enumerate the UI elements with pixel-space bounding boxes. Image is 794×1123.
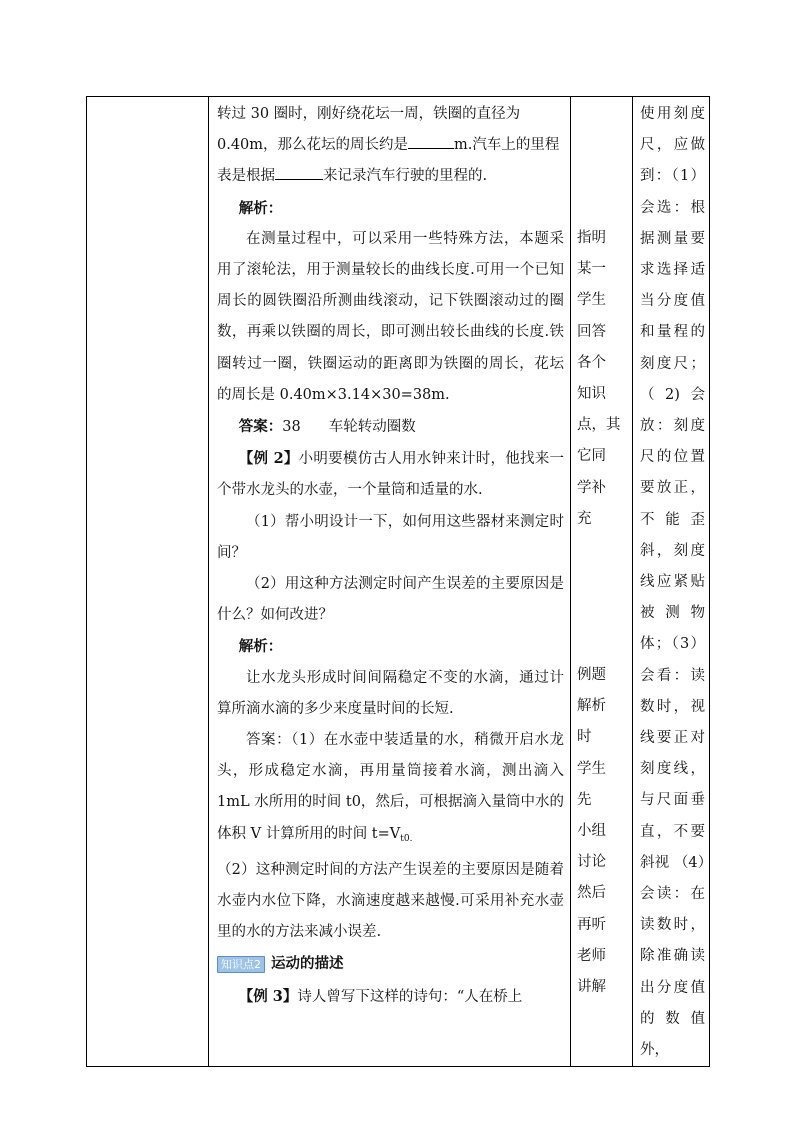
q1-line-2-text-b: m.汽车上的里程 (454, 137, 560, 154)
example-3-text: 诗人曾写下这样的诗句：“人在桥上 (297, 988, 523, 1005)
activity-line: 学生 (577, 760, 606, 777)
analysis-paragraph-2: 让水龙头形成时间间隔稳定不变的水滴，通过计算所滴水滴的多少来度量时间的长短. (217, 669, 564, 717)
activity-cell (571, 97, 633, 1067)
activity-line: 知识 (577, 386, 606, 403)
empty-left-cell (87, 97, 209, 1067)
activity-line: 讲解 (577, 979, 606, 996)
activity-line: 点，其 (577, 417, 621, 434)
knowledge-point-tag: 知识点2 (217, 956, 265, 973)
analysis-label-2: 解析： (238, 638, 283, 656)
fill-blank-1 (408, 134, 454, 149)
activity-line: 学生 (577, 292, 606, 309)
activity-line: 学补 (577, 479, 606, 496)
answer-1 (217, 411, 564, 443)
activity-line: 时 (577, 729, 592, 746)
answer-2-part-1 (217, 725, 564, 855)
activity-line: 例题 (577, 667, 606, 684)
answer-2-subscript: t0. (400, 833, 413, 844)
activity-line: 讨论 (577, 854, 606, 871)
section-heading (217, 948, 564, 980)
activity-line: 回答 (577, 323, 606, 340)
q1-line-3-text-a: 表是根据 (217, 168, 275, 185)
example-2-label: 【例 2】 (238, 450, 299, 468)
content-cell (209, 97, 571, 1067)
example-2 (217, 443, 564, 506)
example-2-question-1: （1）帮小明设计一下，如何用这些器材来测定时间？ (217, 513, 564, 561)
activity-line: 它同 (577, 448, 606, 465)
activity-line: 指明 (577, 230, 606, 246)
activity-block-1 (577, 223, 626, 535)
answer-2-part-2: （2）这种测定时间的方法产生误差的主要原因是随着水壶内水位下降，水滴速度越来越慢.可采用补充水壶里的水的方法来减小误差. (217, 861, 564, 941)
analysis-paragraph-1: 在测量过程中，可以采用一些特殊方法，本题采用了滚轮法，用于测量较长的曲线长度.可用一个已知周长的圆铁圈沿所测曲线滚动，记下铁圈滚动过的圈数，再乘以铁圈的周长，即可测出较长曲线的长度.铁圈转过一圈，铁圈运动的距离即为铁圈的周长，花坛的周长是 0.40m×3.14×30=38m. (217, 230, 564, 403)
example-3-label: 【例 3】 (238, 987, 298, 1005)
q1-line-2 (217, 130, 564, 161)
example-2-question-2: （2）用这种方法测定时间产生误差的主要原因是什么？如何改进？ (217, 576, 564, 624)
activity-line: 然后 (577, 885, 606, 902)
example-3 (217, 981, 564, 1013)
activity-line: 小组 (577, 823, 606, 840)
q1-line-1: 转过 30 圈时，刚好绕花坛一周，铁圈的直径为 (217, 106, 521, 122)
q1-line-3-text-b: 来记录汽车行驶的里程的. (323, 168, 488, 185)
answer-2-text: 答案：（1）在水壶中装适量的水，稍微开启水龙头，形成稳定水滴，再用量筒接着水滴，测出滴入 1mL 水所用的时间 t0，然后，可根据滴入量筒中水的体积 V 计算所用的时间 t=V (217, 732, 564, 842)
activity-line: 再听 (577, 916, 606, 933)
activity-line: 老师 (577, 947, 606, 964)
activity-line: 解析 (577, 698, 606, 715)
answer-1-method: 车轮转动圈数 (328, 419, 416, 436)
example-2-text: 小明要模仿古人用水钟来计时，他找来一个带水龙头的水壶，一个量筒和适量的水. (217, 451, 565, 499)
analysis-label-1: 解析： (238, 199, 283, 217)
lesson-plan-table (86, 96, 710, 1067)
activity-line: 充 (577, 510, 592, 527)
answer-1-value: 38 (282, 419, 301, 436)
design-note-text: 使用刻度尺，应做到：（1）会选：根据测量要求选择适当分度值和量程的刻度尺；（2)会放：刻度尺的位置要放正，不能歪斜，刻度线应紧贴被测物体；（3）会看：读数时，视线要正对刻度线，与尺面垂直，不要斜视 （4）会读：在读数时，除准确读出分度值的数值外， (640, 106, 705, 1059)
answer-label-1: 答案： (238, 418, 283, 436)
activity-line: 各个 (577, 354, 606, 371)
q1-line-2-text-a: 0.40m，那么花坛的周长约是 (217, 137, 409, 154)
activity-line: 先 (577, 791, 592, 808)
section-title: 运动的描述 (271, 955, 344, 973)
activity-block-2 (577, 660, 626, 1003)
activity-line: 某一 (577, 261, 606, 278)
table-row (87, 97, 710, 1067)
design-note-cell (633, 97, 710, 1067)
fill-blank-2 (275, 165, 323, 180)
q1-line-3 (217, 161, 564, 192)
